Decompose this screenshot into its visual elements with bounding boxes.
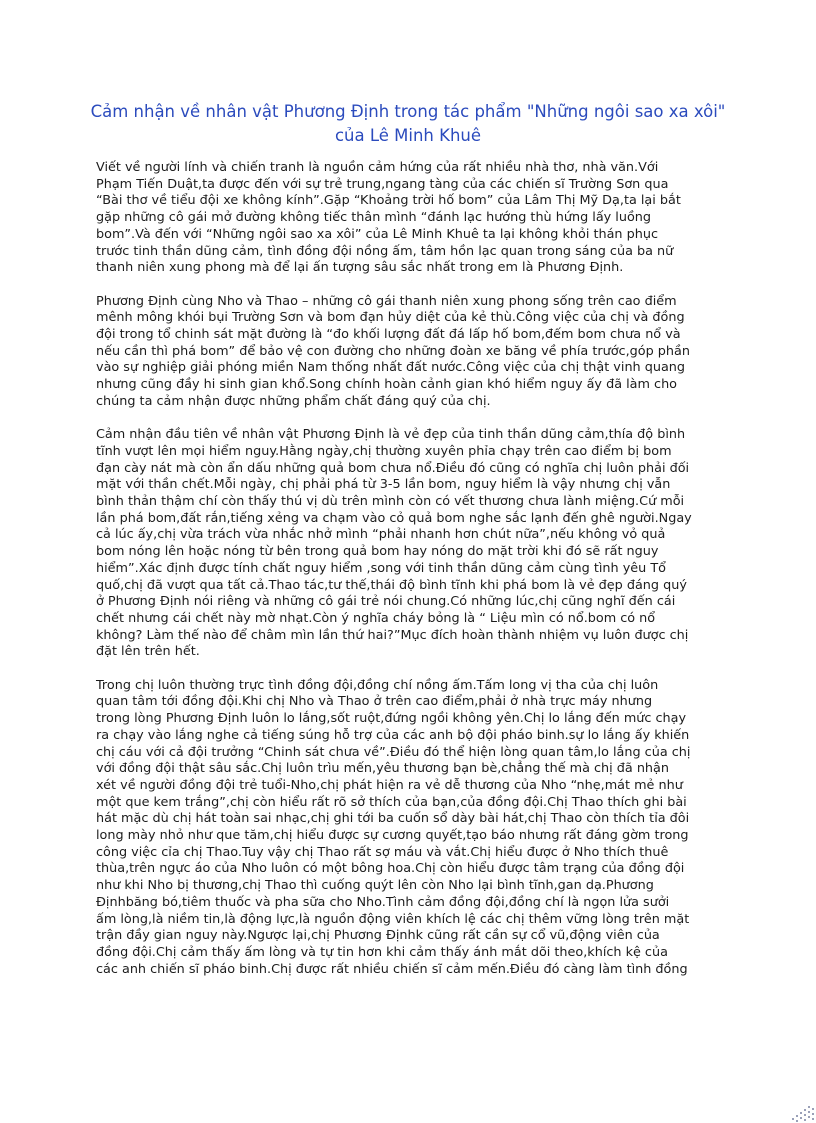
document-body [96, 160, 724, 995]
paragraph-1: Viết về người lính và chiến tranh là nguồn cảm hứng của rất nhiều nhà thơ, nhà văn.Với Phạm Tiến Duật,ta được đến với sự trẻ trung,ngang tàng của các chiến sĩ Trường Sơn qua “Bài thơ về tiểu đội xe không kính”.Gặp “Khoảng trời hố bom” của Lâm Thị Mỹ Dạ,ta lại bắt gặp những cô gái mở đường không tiếc thân mình “đánh lạc hướng thù hứng lấy luồng bom”.Và đến với “Những ngôi sao xa xôi” của Lê Minh Khuê ta lại không khỏi thán phục trước tinh thần dũng cảm, tình đồng đội nồng ấm, tâm hồn lạc quan trong sáng của ba nữ thanh niên xung phong mà để lại ấn tượng sâu sắc nhất trong em là Phương Định. [96, 160, 681, 276]
corner-decoration-icon [790, 1104, 816, 1123]
document-title: Cảm nhận về nhân vật Phương Định trong tác phẩm "Những ngôi sao xa xôi" của Lê Minh Khuê [90, 102, 726, 145]
paragraph-4: Trong chị luôn thường trực tình đồng đội,đồng chí nồng ấm.Tấm long vị tha của chị luôn quan tâm tới đồng đội.Khi chị Nho và Thao ở trên cao điểm,phải ở nhà trực máy nhưng trong lòng Phương Định luôn lo lắng,sốt ruột,đứng ngồi không yên.Chị lo lắng đến mức chạy ra chạy vào lắng nghe cả tiếng súng hỗ trợ của các anh bộ đội pháo binh.sự lo lắng ấy khiến chị cáu với cả đội trưởng “Chinh sát chưa về”.Điều đó thể hiện lòng quan tâm,lo lắng của chị với đồng đội thật sâu sắc.Chị luôn trìu mến,yêu thương bạn bè,chẳng thế mà chị đã nhận xét về người đồng đội trẻ tuổi-Nho,chị phát hiện ra vẻ dễ thương của Nho “nhẹ,mát mẻ như một que kem trắng”,chị còn hiểu rất rõ sở thích của bạn,của đồng đội.Chị Thao thích ghi bài hát mặc dù chị hát toàn sai nhạc,chị ghi tới ba cuốn sổ dày bài hát,chị Thao còn thích tỉa đôi long mày nhỏ như que tăm,chị hiểu được sự cương quyết,tạo báo nhưng rất đáng gờm trong công việc cỉa chị Thao.Tuy vậy chị Thao rất sợ máu và vắt.Chị hiểu được ở Nho thích thuê thùa,trên ngực áo của Nho luôn có một bông hoa.Chị còn hiểu được tâm trạng của đồng đội như khi Nho bị thương,chị Thao thì cuống quýt lên còn Nho lại bình tĩnh,gan dạ.Phương Địnhbăng bó,tiêm thuốc và pha sữa cho Nho.Tình cảm đồng đội,đồng chí là ngọn lửa sưởi ấm lòng,là niềm tin,là động lực,là nguồn động viên khích lệ các chị thêm vững lòng trên mặt trận đầy gian nguy này.Ngược lại,chị Phương Địnhk cũng rất cần sự cổ vũ,động viên của đồng đội.Chị cảm thấy ấm lòng và tự tin hơn khi cảm thấy ánh mắt dõi theo,khích kệ của các anh chiến sĩ pháo binh.Chị được rất nhiều chiến sĩ cảm mến.Điều đó càng làm tình đồng [96, 677, 691, 977]
paragraph-2: Phương Định cùng Nho và Thao – những cô gái thanh niên xung phong sống trên cao điểm mênh mông khói bụi Trường Sơn và bom đạn hủy diệt của kẻ thù.Công việc của chị và đồng đội trong tổ chinh sát mặt đường là “đo khối lượng đất đá lấp hố bom,đếm bom chưa nổ và nếu cần thì phá bom” để bảo vệ con đường cho những đoàn xe băng về phía trước,góp phần vào sự nghiệp giải phóng miền Nam thống nhất đất nước.Công việc của chị thật vinh quang nhưng cũng đầy hi sinh gian khổ.Song chính hoàn cảnh gian khó hiểm nguy ấy đã làm cho chúng ta cảm nhận được những phẩm chất đáng quý của chị. [96, 293, 690, 409]
paragraph-3: Cảm nhận đầu tiên về nhân vật Phương Định là vẻ đẹp của tinh thần dũng cảm,thía độ bình tĩnh vượt lên mọi hiểm nguy.Hằng ngày,chị thường xuyên phỉa chạy trên cao điểm bị bom đạn cày nát mà còn ẩn dấu những quả bom chưa nổ.Điều đó cũng có nghĩa chị luôn phải đối mặt với thần chết.Mỗi ngày, chị phải phá từ 3-5 lần bom, nguy hiểm là vậy nhưng chị vẫn bình thản thậm chí còn thấy thú vị dù trên mình còn có vết thương chưa lành miệng.Cứ mỗi lần phá bom,đất rắn,tiếng xẻng va chạm vào cỏ quả bom nghe sắc lạnh đến ghê người.Ngay cả lúc ấy,chị vừa trách vừa nhắc nhở mình “phải nhanh hơn chút nữa”,nếu không vỏ quả bom nóng lên hoặc nóng từ bên trong quả bom hay nóng do mặt trời khi đó sẽ rất nguy hiểm”.Xác định được tính chất nguy hiểm ,song với tinh thần dũng cảm cùng tình yêu Tổ quố,chị đã vượt qua tất cả.Thao tác,tư thế,thái độ bình tĩnh khi phá bom là vẻ đẹp đáng quý ở Phương Định nói riêng và những cô gái trẻ nói chung.Có những lúc,chị cũng nghĩ đến cái chết nhưng cái chết này mờ nhạt.Còn ý nghĩa cháy bỏng là “ Liệu mìn có nổ.bom có nổ không? Làm thế nào để châm mìn lần thứ hai?”Mục đích hoàn thành nhiệm vụ luôn được chị đặt lên trên hết. [96, 427, 692, 660]
